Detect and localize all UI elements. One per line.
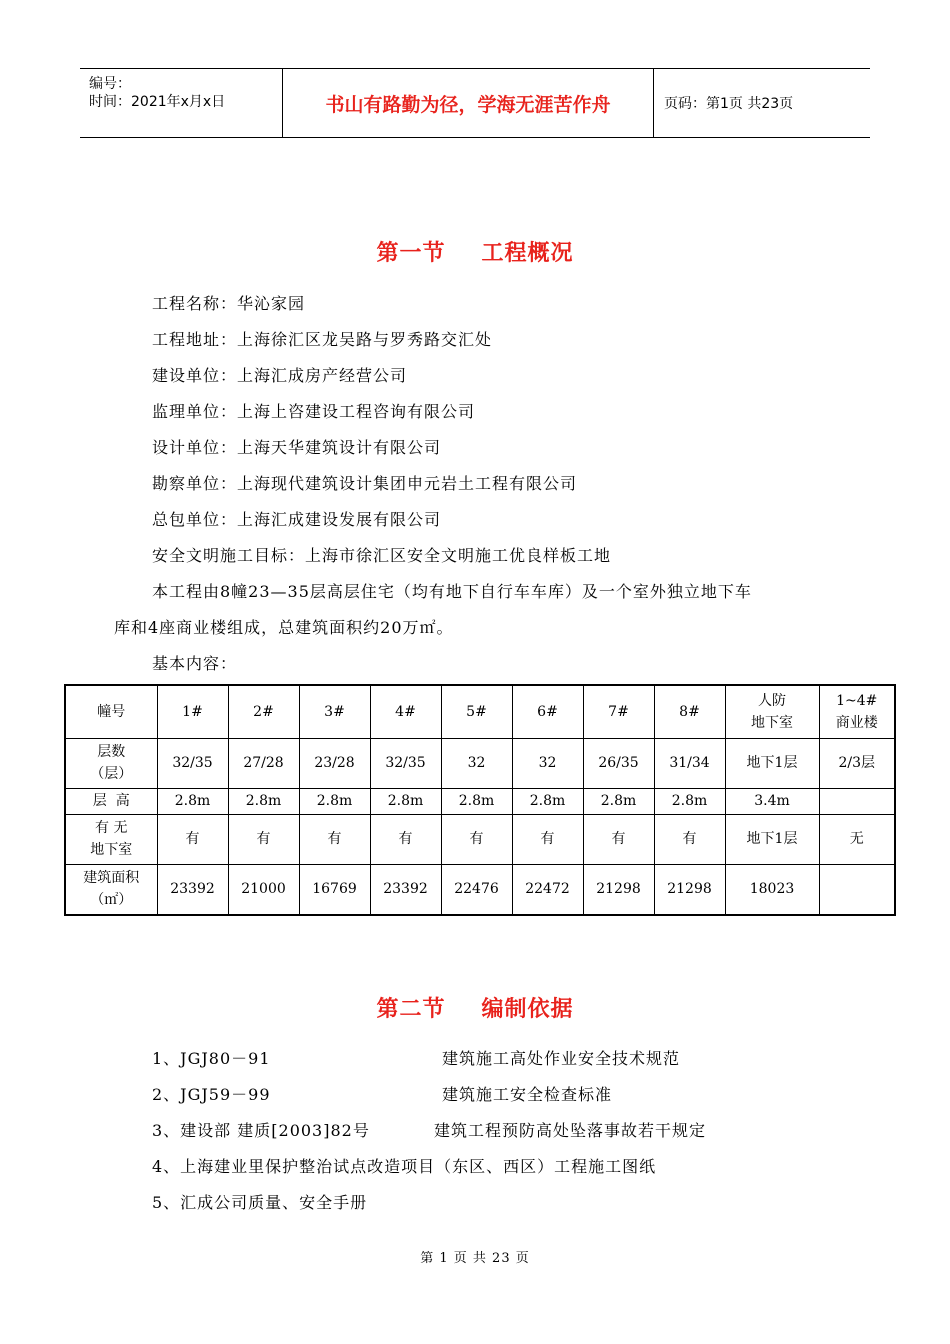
- table-cell: 21298: [654, 864, 725, 915]
- table-row: [65, 738, 895, 788]
- table-cell: [819, 788, 895, 814]
- section1-title: [0, 236, 950, 267]
- overview-paragraph-line2: 库和4座商业楼组成，总建筑面积约20万㎡。: [114, 618, 454, 637]
- survey-line: 勘察单位：上海现代建筑设计集团申元岩土工程有限公司: [152, 474, 578, 493]
- basis-item-code: 1、JGJ80－91: [152, 1049, 271, 1068]
- basis-item-title: 建筑施工安全检查标准: [442, 1085, 613, 1104]
- table-cell: 21000: [228, 864, 299, 915]
- table-cell: 幢号: [65, 685, 157, 738]
- basis-item: [152, 1082, 613, 1105]
- table-cell: 2.8m: [299, 788, 370, 814]
- table-cell: 有: [299, 814, 370, 864]
- table-cell: 建筑面积 （㎡）: [65, 864, 157, 915]
- basis-item: [152, 1118, 707, 1141]
- table-cell: 32: [441, 738, 512, 788]
- table-header-row: [65, 685, 895, 738]
- table-cell: 5#: [441, 685, 512, 738]
- table-cell: 2.8m: [583, 788, 654, 814]
- table-cell: 2#: [228, 685, 299, 738]
- project-address-line: 工程地址：上海徐汇区龙吴路与罗秀路交汇处: [152, 330, 493, 349]
- table-cell: 8#: [654, 685, 725, 738]
- table-cell: 有: [370, 814, 441, 864]
- table-cell: 26/35: [583, 738, 654, 788]
- basis-item-code: 2、JGJ59－99: [152, 1085, 271, 1104]
- header-motto: 书山有路勤为径，学海无涯苦作舟: [283, 69, 654, 137]
- table-cell: 31/34: [654, 738, 725, 788]
- section2-title-text: 编制依据: [481, 997, 574, 1022]
- table-cell: 层数 （层）: [65, 738, 157, 788]
- table-cell: 1~4# 商业楼: [819, 685, 895, 738]
- overview-paragraph-line1: 本工程由8幢23—35层高层住宅（均有地下自行车车库）及一个室外独立地下车: [152, 582, 752, 601]
- table-cell: 有: [228, 814, 299, 864]
- table-row: [65, 788, 895, 814]
- contractor-line: 总包单位：上海汇成建设发展有限公司: [152, 510, 442, 529]
- section2-title: [0, 992, 950, 1023]
- header-meta: [80, 69, 283, 137]
- table-row: [65, 814, 895, 864]
- table-cell: 2.8m: [157, 788, 228, 814]
- basis-item-code: 4、上海建业里保护整治试点改造项目（东区、西区）工程施工图纸: [152, 1157, 657, 1176]
- supervisor-line: 监理单位：上海上咨建设工程咨询有限公司: [152, 402, 476, 421]
- table-cell: 有: [441, 814, 512, 864]
- basis-item: [152, 1154, 656, 1177]
- table-cell: 2/3层: [819, 738, 895, 788]
- table-cell: 2.8m: [370, 788, 441, 814]
- table-cell: 地下1层: [725, 814, 819, 864]
- basis-item: [152, 1046, 681, 1069]
- table-cell: 21298: [583, 864, 654, 915]
- table-cell: 有 无 地下室: [65, 814, 157, 864]
- designer-line: 设计单位：上海天华建筑设计有限公司: [152, 438, 442, 457]
- table-cell: 3#: [299, 685, 370, 738]
- table-cell: 22472: [512, 864, 583, 915]
- table-cell: 27/28: [228, 738, 299, 788]
- table-cell: 23392: [157, 864, 228, 915]
- table-cell: 2.8m: [228, 788, 299, 814]
- basis-item-title: 建筑工程预防高处坠落事故若干规定: [434, 1121, 707, 1140]
- developer-line: 建设单位：上海汇成房产经营公司: [152, 366, 408, 385]
- table-cell: 32/35: [370, 738, 441, 788]
- safety-goal-line: 安全文明施工目标：上海市徐汇区安全文明施工优良样板工地: [152, 546, 612, 565]
- table-row: [65, 864, 895, 915]
- basic-content-table: [64, 684, 896, 916]
- table-cell: 2.8m: [654, 788, 725, 814]
- basis-item: [152, 1190, 367, 1213]
- table-cell: 2.8m: [512, 788, 583, 814]
- header-page-label: 页码：第1页 共23页: [664, 96, 794, 112]
- project-name-line: 工程名称：华沁家园: [152, 294, 306, 313]
- table-cell: 4#: [370, 685, 441, 738]
- table-cell: 6#: [512, 685, 583, 738]
- table-cell: 地下1层: [725, 738, 819, 788]
- table-cell: [819, 864, 895, 915]
- table-cell: 23392: [370, 864, 441, 915]
- number-label: 编号：: [89, 76, 131, 92]
- table-cell: 32: [512, 738, 583, 788]
- table-cell: 1#: [157, 685, 228, 738]
- document-header: [80, 68, 870, 138]
- table-cell: 有: [512, 814, 583, 864]
- table-cell: 有: [654, 814, 725, 864]
- table-cell: 无: [819, 814, 895, 864]
- time-label: 时间：2021年x月x日: [89, 94, 226, 110]
- page-footer: 第 1 页 共 23 页: [420, 1251, 530, 1266]
- table-cell: 层 高: [65, 788, 157, 814]
- basis-item-code: 5、汇成公司质量、安全手册: [152, 1193, 368, 1212]
- table-cell: 22476: [441, 864, 512, 915]
- basis-item-code: 3、建设部 建质[2003]82号: [152, 1121, 370, 1140]
- basis-item-title: 建筑施工高处作业安全技术规范: [442, 1049, 681, 1068]
- table-cell: 18023: [725, 864, 819, 915]
- basic-content-label: 基本内容：: [152, 654, 238, 673]
- table-cell: 人防 地下室: [725, 685, 819, 738]
- section2-title-number: 第二节: [376, 997, 446, 1022]
- table-cell: 3.4m: [725, 788, 819, 814]
- table-cell: 2.8m: [441, 788, 512, 814]
- section1-title-number: 第一节: [376, 241, 446, 266]
- table-cell: 32/35: [157, 738, 228, 788]
- table-cell: 有: [157, 814, 228, 864]
- table-cell: 16769: [299, 864, 370, 915]
- table-cell: 23/28: [299, 738, 370, 788]
- section1-title-text: 工程概况: [481, 241, 574, 266]
- table-cell: 7#: [583, 685, 654, 738]
- table-cell: 有: [583, 814, 654, 864]
